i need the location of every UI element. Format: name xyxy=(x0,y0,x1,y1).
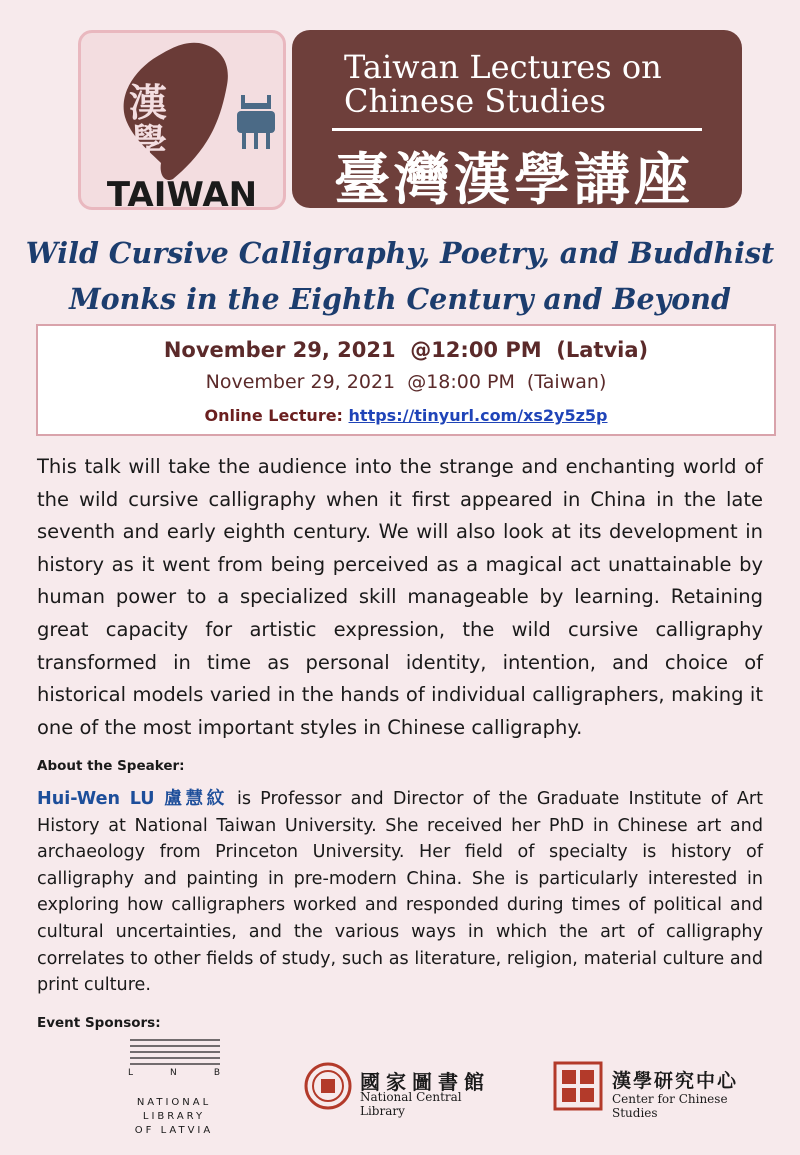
logo-han-characters: 漢學 xyxy=(129,80,168,165)
ncl-chinese-name: 國家圖書館 xyxy=(360,1070,490,1094)
series-title xyxy=(344,50,662,118)
series-title-line1: Taiwan Lectures on xyxy=(344,48,662,86)
ncl-english-name: National Central Library xyxy=(360,1090,462,1118)
bronze-vessel-icon xyxy=(237,95,275,149)
lnb-name-line1: NATIONAL xyxy=(136,1097,212,1108)
ccs-seal-icon xyxy=(552,1060,604,1112)
speaker-bio-text: is Professor and Director of the Graduate Institute of Art History at National Taiwan University. She received her PhD in Chinese art and archaeology from Princeton University. Her field of specialty is history of calligraphy and painting in pre-modern China. She is particularly interested in exploring how calligraphers worked and responded during times of political and cultural uncertainties, and the various ways in which the art of calligraphy correlates to other fields of study, such as literature, religion, material culture and print culture. xyxy=(37,789,763,996)
taiwan-logo xyxy=(78,30,286,210)
series-banner xyxy=(292,30,742,213)
lnb-letter: L xyxy=(128,1068,134,1078)
logo-wordmark: TAIWAN xyxy=(106,175,258,210)
sponsors-heading: Event Sponsors: xyxy=(37,1015,161,1031)
sponsor-national-central-library xyxy=(304,1062,504,1118)
online-lecture-line xyxy=(38,406,774,425)
online-lecture-label: Online Lecture: xyxy=(204,406,343,425)
talk-title xyxy=(20,230,780,322)
sponsor-center-for-chinese-studies xyxy=(552,1060,752,1120)
lnb-name-line3: OF LATVIA xyxy=(134,1125,214,1136)
talk-title-line1: Wild Cursive Calligraphy, Poetry, and Buddhist xyxy=(25,236,775,270)
speaker-name: Hui-Wen LU 盧慧紋 xyxy=(37,789,228,809)
schedule-box xyxy=(36,324,776,436)
lnb-letter: N xyxy=(170,1068,177,1078)
ccs-chinese-name: 漢學研究中心 xyxy=(612,1070,739,1092)
date-taiwan: November 29, 2021 @18:00 PM (Taiwan) xyxy=(205,371,607,393)
lnb-name xyxy=(124,1096,224,1138)
lnb-lines-icon xyxy=(120,1036,230,1096)
ccs-english-name: Center for Chinese Studies xyxy=(612,1092,728,1120)
date-latvia: November 29, 2021 @12:00 PM (Latvia) xyxy=(163,338,649,362)
online-lecture-link[interactable]: https://tinyurl.com/xs2y5z5p xyxy=(348,406,608,425)
ncl-seal-icon xyxy=(304,1062,354,1112)
series-title-line2: Chinese Studies xyxy=(344,82,606,120)
speaker-bio xyxy=(37,786,763,999)
lnb-letter: B xyxy=(213,1068,220,1078)
about-speaker-heading: About the Speaker: xyxy=(37,758,185,774)
banner-divider xyxy=(332,128,702,131)
lnb-name-line2: LIBRARY xyxy=(142,1111,206,1122)
talk-title-line2: Monks in the Eighth Century and Beyond xyxy=(69,282,731,316)
series-title-chinese: 臺灣漢學講座 xyxy=(334,147,694,213)
sponsor-national-library-of-latvia xyxy=(120,1036,230,1146)
lnb-letters xyxy=(128,1068,220,1078)
talk-abstract: This talk will take the audience into the strange and enchanting world of the wild cursive calligraphy when it first appeared in China in the late seventh and early eighth century. We will also look at its development in history as it went from being perceived as a magical act unattainable by human power to a specialized skill manageable by learning. Retaining great capacity for artistic expression, the wild cursive calligraphy transformed in time as personal identity, intention, and choice of historical models varied in the hands of individual calligraphers, making it one of the most important styles in Chinese calligraphy. xyxy=(37,455,763,739)
